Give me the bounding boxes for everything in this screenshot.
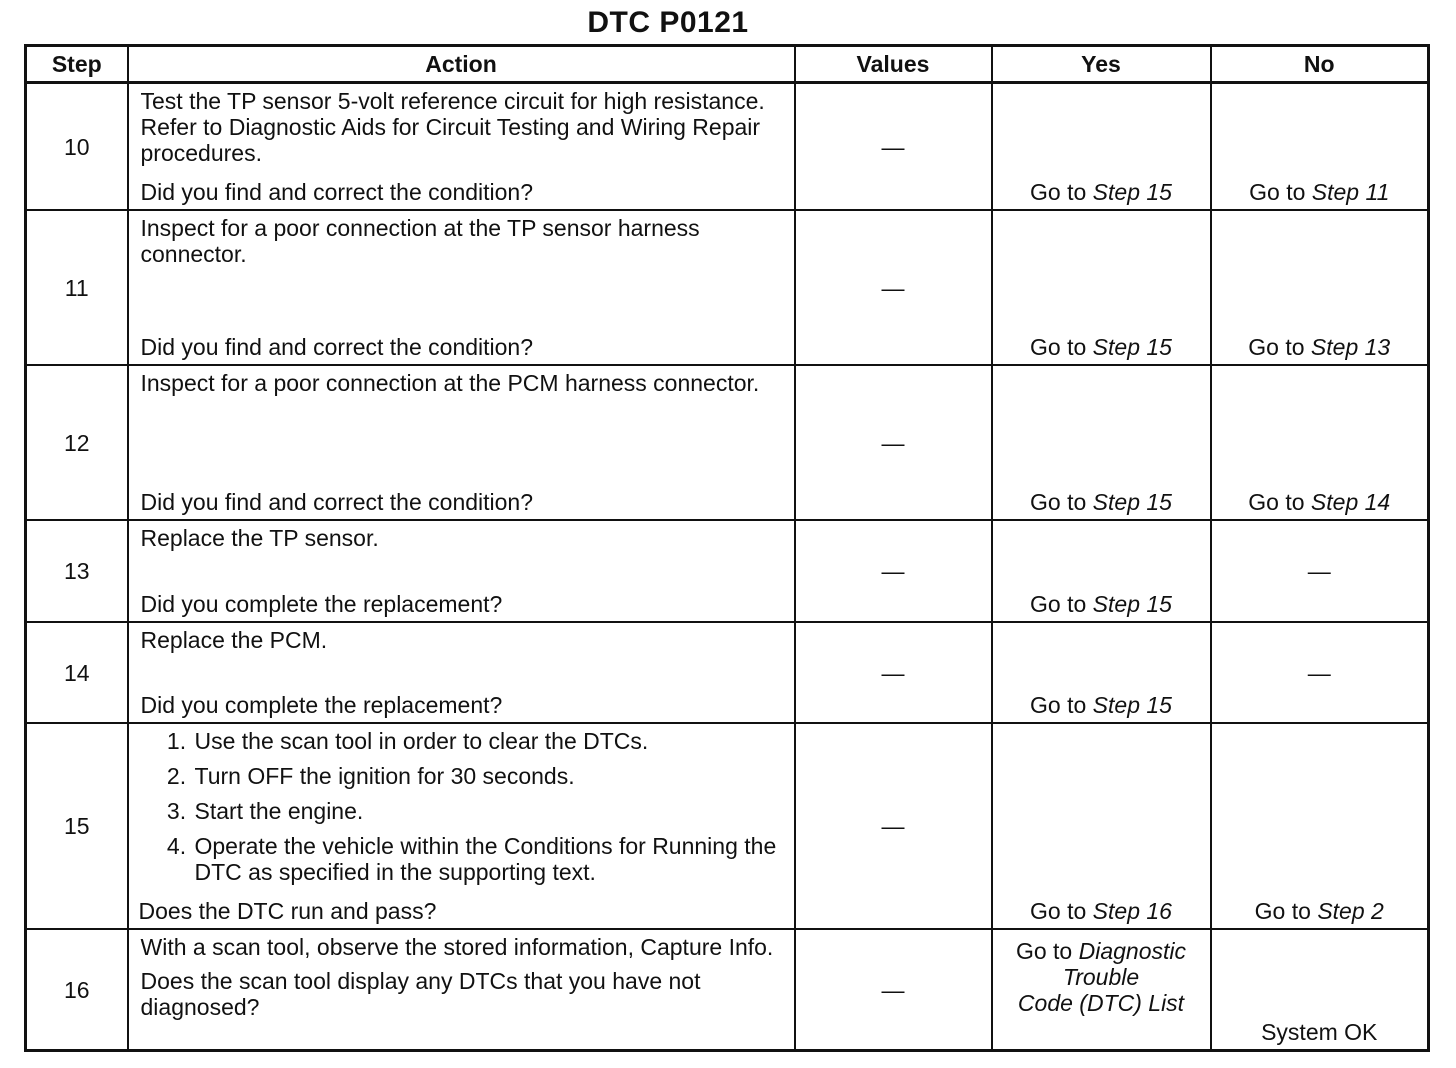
- step-number: 11: [26, 210, 128, 365]
- yes-cell: [992, 520, 1211, 622]
- header-step: Step: [26, 46, 128, 83]
- table-row: [26, 723, 1429, 929]
- table-row: [26, 210, 1429, 365]
- header-yes: Yes: [992, 46, 1211, 83]
- action-text: Inspect for a poor connection at the TP sensor harness connector.: [140, 215, 700, 267]
- action-question: Does the scan tool display any DTCs that you have not diagnosed?: [140, 968, 701, 1020]
- values-cell: —: [795, 210, 992, 365]
- document-title: DTC P0121: [587, 6, 749, 39]
- no-cell: —: [1211, 622, 1429, 723]
- yes-cell: [992, 83, 1211, 211]
- yes-cell: [992, 929, 1211, 1051]
- yes-cell: [992, 723, 1211, 929]
- yes-prefix: Go to: [1030, 591, 1087, 617]
- action-text: Replace the PCM.: [140, 627, 328, 653]
- action-text: Replace the TP sensor.: [140, 525, 379, 551]
- action-cell: [128, 210, 795, 365]
- no-cell: —: [1211, 520, 1429, 622]
- header-values: Values: [795, 46, 992, 83]
- action-cell: [128, 929, 795, 1051]
- no-step-link: Step 11: [1311, 179, 1390, 205]
- header-no: No: [1211, 46, 1429, 83]
- yes-cell: [992, 365, 1211, 520]
- list-item: 4. Operate the vehicle within the Conditions for Running the DTC as specified in the supporting text.: [193, 833, 786, 885]
- values-cell: —: [795, 83, 992, 211]
- no-cell: System OK: [1211, 929, 1429, 1051]
- no-prefix: Go to: [1248, 334, 1305, 360]
- table-row: [26, 83, 1429, 211]
- no-cell: [1211, 723, 1429, 929]
- yes-prefix: Go to: [1030, 179, 1087, 205]
- step-number: 10: [26, 83, 128, 211]
- values-cell: —: [795, 365, 992, 520]
- no-step-link: Step 2: [1317, 898, 1384, 924]
- step-number: 14: [26, 622, 128, 723]
- step-number: 16: [26, 929, 128, 1051]
- action-cell: [128, 365, 795, 520]
- action-question: Did you complete the replacement?: [140, 692, 503, 718]
- action-question: Did you complete the replacement?: [140, 591, 503, 617]
- values-cell: —: [795, 520, 992, 622]
- header-row: [26, 46, 1429, 83]
- values-cell: —: [795, 723, 992, 929]
- action-question: Did you find and correct the condition?: [140, 334, 534, 360]
- step-number: 13: [26, 520, 128, 622]
- yes-prefix: Go to: [1030, 334, 1087, 360]
- header-action: Action: [128, 46, 795, 83]
- values-cell: —: [795, 622, 992, 723]
- no-prefix: Go to: [1248, 489, 1305, 515]
- action-cell: [128, 520, 795, 622]
- yes-prefix: Go to: [1030, 898, 1087, 924]
- step-number: 12: [26, 365, 128, 520]
- table-row: [26, 929, 1429, 1051]
- no-step-link: Step 14: [1310, 489, 1391, 515]
- action-question: Did you find and correct the condition?: [140, 489, 534, 515]
- procedure-list: [139, 728, 786, 891]
- table-row: [26, 622, 1429, 723]
- action-cell: [128, 723, 795, 929]
- yes-step-link: Step 15: [1092, 334, 1172, 360]
- no-cell: [1211, 365, 1429, 520]
- values-cell: —: [795, 929, 992, 1051]
- yes-prefix: Go to: [1030, 692, 1087, 718]
- yes-cell: [992, 210, 1211, 365]
- list-item: 2. Turn OFF the ignition for 30 seconds.: [193, 763, 786, 789]
- table-row: [26, 520, 1429, 622]
- action-question: Does the DTC run and pass?: [138, 898, 437, 924]
- step-number: 15: [26, 723, 128, 929]
- yes-link-line-2: Trouble: [1062, 964, 1140, 990]
- yes-link-line-1: Diagnostic: [1078, 938, 1187, 964]
- yes-step-link: Step 15: [1092, 179, 1172, 205]
- no-cell: [1211, 83, 1429, 211]
- diagnostic-table: [24, 44, 1430, 1052]
- table-row: [26, 365, 1429, 520]
- action-text: Test the TP sensor 5-volt reference circuit for high resistance. Refer to Diagnostic Aids for Circuit Testing and Wiring Repair procedures.: [140, 88, 765, 166]
- action-text: Inspect for a poor connection at the PCM harness connector.: [140, 370, 760, 396]
- action-cell: [128, 83, 795, 211]
- yes-link-line-3: Code (DTC) List: [1017, 990, 1185, 1016]
- yes-cell: [992, 622, 1211, 723]
- yes-prefix: Go to: [1015, 938, 1073, 964]
- yes-step-link: Step 15: [1092, 591, 1172, 617]
- no-prefix: Go to: [1254, 898, 1311, 924]
- yes-step-link: Step 16: [1092, 898, 1172, 924]
- action-question: Did you find and correct the condition?: [140, 179, 534, 205]
- yes-step-link: Step 15: [1092, 692, 1172, 718]
- action-text: With a scan tool, observe the stored information, Capture Info.: [140, 934, 774, 960]
- no-prefix: Go to: [1249, 179, 1306, 205]
- action-cell: [128, 622, 795, 723]
- yes-prefix: Go to: [1030, 489, 1087, 515]
- yes-step-link: Step 15: [1092, 489, 1172, 515]
- no-cell: [1211, 210, 1429, 365]
- list-item: 3. Start the engine.: [193, 798, 786, 824]
- list-item: 1. Use the scan tool in order to clear the DTCs.: [193, 728, 786, 754]
- no-step-link: Step 13: [1310, 334, 1391, 360]
